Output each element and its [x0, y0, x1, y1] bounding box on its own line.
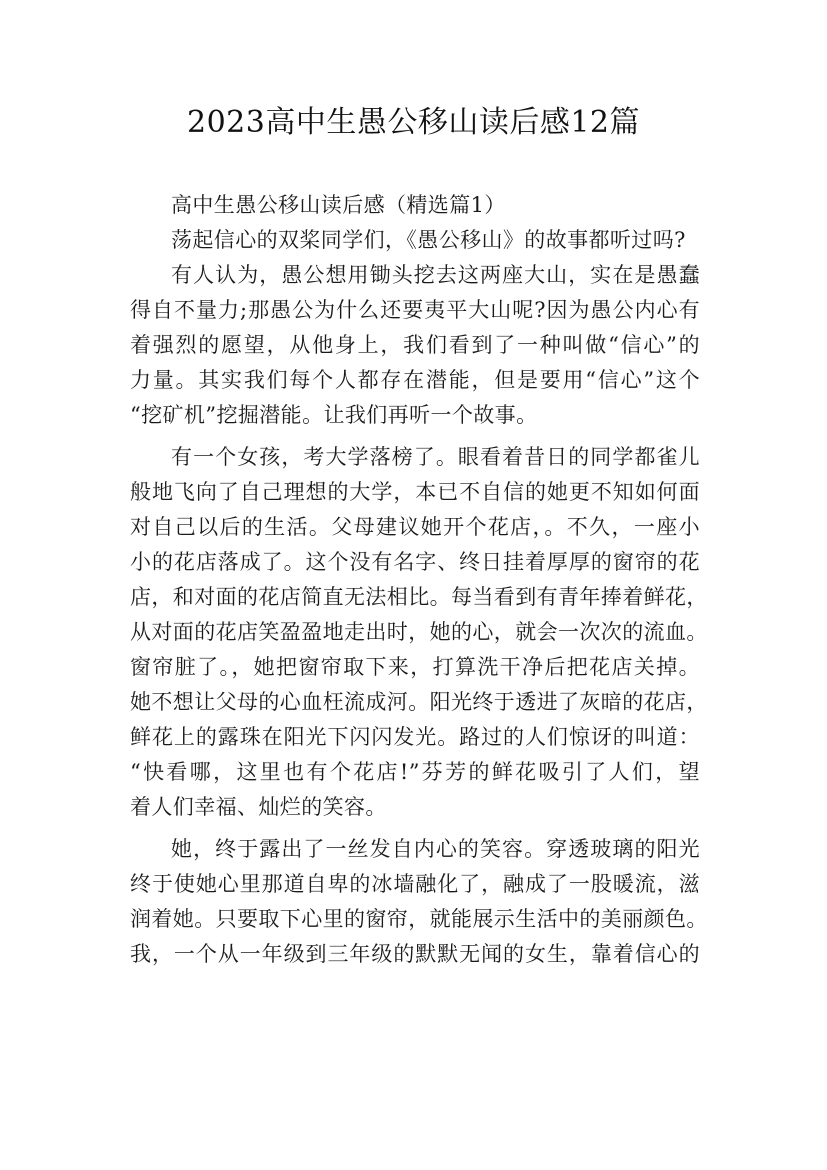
- paragraph-line: “快看哪，这里也有个花店!”芬芳的鲜花吸引了人们，望: [130, 760, 700, 784]
- paragraph-line: 对自己以后的生活。父母建议她开个花店，。不久，一座小: [130, 515, 700, 539]
- paragraph-line: 终于使她心里那道自卑的冰墙融化了，融成了一股暖流，滋: [130, 872, 700, 896]
- section-heading: 高中生愚公移山读后感（精选篇1）: [171, 193, 506, 217]
- paragraph-line: 鲜花上的露珠在阳光下闪闪发光。路过的人们惊讶的叫道：: [130, 725, 700, 749]
- paragraph-line: 小的花店落成了。这个没有名字、终日挂着厚厚的窗帘的花: [130, 550, 700, 574]
- document-body: [130, 188, 708, 972]
- paragraph-line: 般地飞向了自己理想的大学，本已不自信的她更不知如何面: [130, 480, 700, 504]
- paragraph-line: 力量。其实我们每个人都存在潜能，但是要用“信心”这个: [130, 368, 700, 392]
- paragraph-line: 从对面的花店笑盈盈地走出时，她的心，就会一次次的流血。: [130, 620, 708, 644]
- paragraph-line: 我，一个从一年级到三年级的默默无闻的女生，靠着信心的: [130, 942, 700, 966]
- paragraph-line: 润着她。只要取下心里的窗帘，就能展示生活中的美丽颜色。: [130, 907, 708, 931]
- paragraph-line: 得自不量力;那愚公为什么还要夷平大山呢?因为愚公内心有: [130, 298, 700, 322]
- paragraph-line: 着人们幸福、灿烂的笑容。: [130, 795, 387, 819]
- paragraph-line: 她不想让父母的心血枉流成河。阳光终于透进了灰暗的花店，: [130, 690, 708, 714]
- paragraph-line: 窗帘脏了。，她把窗帘取下来，打算洗干净后把花店关掉。: [130, 655, 700, 679]
- paragraph-line: 着强烈的愿望，从他身上，我们看到了一种叫做“信心”的: [130, 333, 700, 357]
- paragraph-line: 有一个女孩，考大学落榜了。眼看着昔日的同学都雀儿: [171, 445, 700, 469]
- paragraph-line: “挖矿机”挖掘潜能。让我们再听一个故事。: [130, 403, 538, 427]
- paragraph-line: 她，终于露出了一丝发自内心的笑容。穿透玻璃的阳光: [171, 837, 700, 861]
- paragraph-line: 有人认为，愚公想用锄头挖去这两座大山，实在是愚蠢: [171, 263, 700, 287]
- paragraph-line: 店，和对面的花店简直无法相比。每当看到有青年捧着鲜花，: [130, 585, 708, 609]
- document-title: 2023高中生愚公移山读后感12篇: [186, 105, 641, 140]
- paragraph-line: 荡起信心的双桨同学们，《愚公移山》的故事都听过吗?: [171, 228, 686, 252]
